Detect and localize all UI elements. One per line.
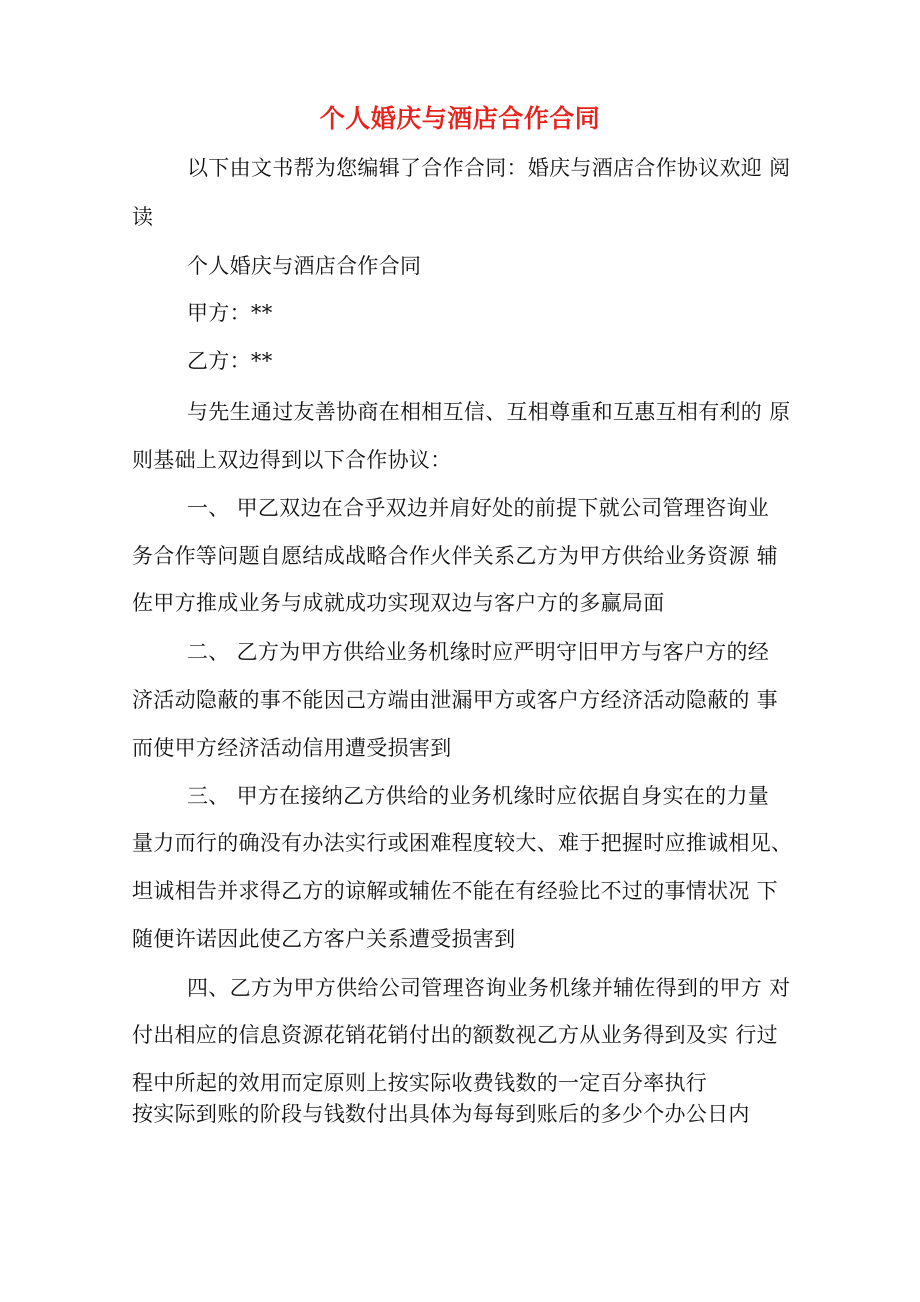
text-line: 三、 甲方在接纳乙方供给的业务机缘时应依据自身实在的力量	[187, 784, 770, 808]
text-line: 乙方：**	[187, 349, 273, 373]
text-line: 济活动隐蔽的事不能因己方端由泄漏甲方或客户方经济活动隐蔽的 事	[132, 688, 778, 712]
text-line: 四、乙方为甲方供给公司管理咨询业务机缘并辅佐得到的甲方 对	[187, 976, 791, 1000]
text-line: 二、 乙方为甲方供给业务机缘时应严明守旧甲方与客户方的经	[187, 640, 770, 664]
text-line: 而使甲方经济活动信用遭受损害到	[132, 736, 452, 760]
text-line: 按实际到账的阶段与钱数付出具体为每每到账后的多少个办公日内	[132, 1102, 750, 1126]
text-line: 甲方：**	[187, 301, 273, 325]
text-line: 坦诚相告并求得乙方的谅解或辅佐不能在有经验比不过的事情状况 下	[132, 879, 778, 903]
text-line: 以下由文书帮为您编辑了合作合同：婚庆与酒店合作协议欢迎 阅	[187, 156, 791, 180]
text-line: 一、 甲乙双边在合乎双边并肩好处的前提下就公司管理咨询业	[187, 496, 770, 520]
text-line: 则基础上双边得到以下合作协议：	[132, 448, 452, 472]
text-line: 个人婚庆与酒店合作合同	[187, 254, 422, 278]
text-line: 付出相应的信息资源花销花销付出的额数视乙方从业务得到及实 行过	[132, 1023, 778, 1047]
text-line: 随便许诺因此使乙方客户关系遭受损害到	[132, 927, 516, 951]
document-title: 个人婚庆与酒店合作合同	[319, 104, 601, 133]
text-line: 与先生通过友善协商在相相互信、互相尊重和互惠互相有利的 原	[187, 400, 791, 424]
text-line: 程中所起的效用而定原则上按实际收费钱数的一定百分率执行	[132, 1071, 708, 1095]
text-line: 务合作等问题自愿结成战略合作火伴关系乙方为甲方供给业务资源 辅	[132, 544, 778, 568]
text-line: 量力而行的确没有办法实行或困难程度较大、难于把握时应推诚相见、	[132, 831, 793, 855]
text-line: 佐甲方推成业务与成就成功实现双边与客户方的多赢局面	[132, 591, 665, 615]
text-line: 读	[132, 205, 154, 229]
